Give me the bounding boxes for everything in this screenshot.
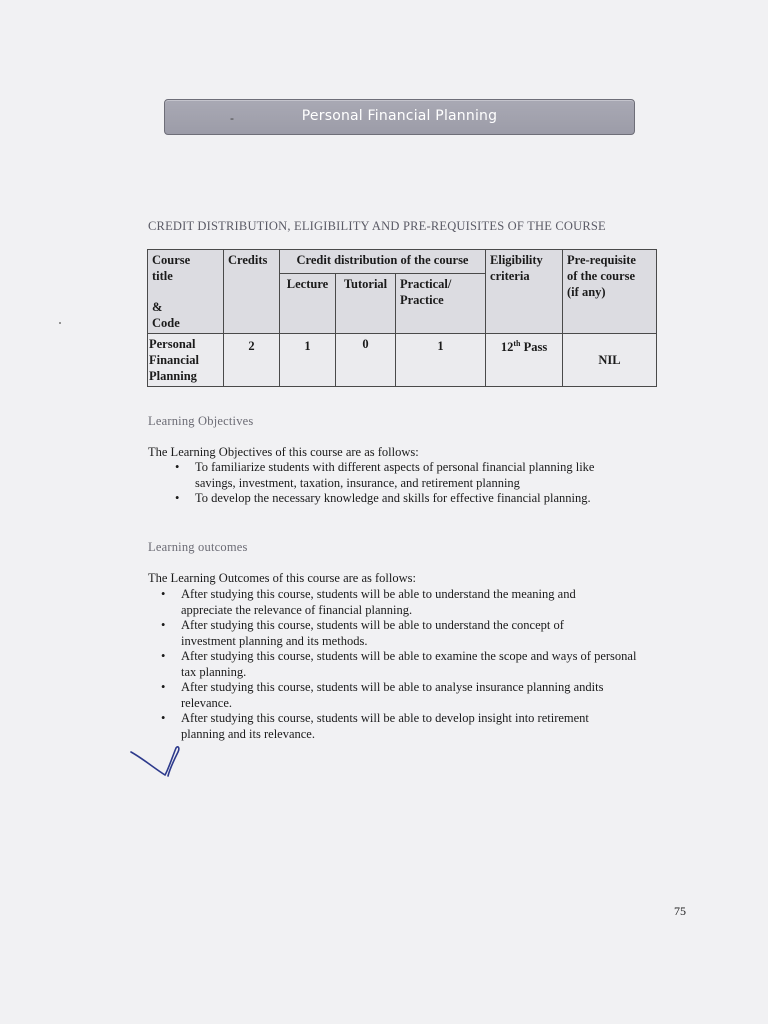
scan-speck [59,322,61,324]
learning-objectives-intro: The Learning Objectives of this course are as follows: [148,445,419,459]
credit-table [147,249,657,387]
cell-practical: 1 [396,334,486,387]
header-course-title: Course title & Code [148,250,224,334]
header-practical: Practical/ Practice [396,274,486,334]
learning-outcomes-heading: Learning outcomes [148,540,248,554]
header-credits: Credits [224,250,280,334]
list-item: • After studying this course, students will be able to develop insight into retirement planning and its relevance. [181,711,636,742]
credit-section-heading: CREDIT DISTRIBUTION, ELIGIBILITY AND PRE-REQUISITES OF THE COURSE [148,219,606,233]
cell-course-title: Personal Financial Planning [148,334,224,387]
cell-credits: 2 [224,334,280,387]
list-item: • To develop the necessary knowledge and skills for effective financial planning. [195,491,594,507]
list-item: • After studying this course, students will be able to analyse insurance planning andits relevance. [181,680,636,711]
header-prerequisite: Pre-requisite of the course (if any) [563,250,657,334]
page-number: 75 [674,904,686,918]
cell-prerequisite: NIL [563,334,657,387]
learning-objectives-list [195,460,594,507]
learning-outcomes-intro: The Learning Outcomes of this course are as follows: [148,571,416,585]
header-credit-distribution: Credit distribution of the course [280,250,486,274]
learning-objectives-heading: Learning Objectives [148,414,254,428]
cell-eligibility: 12th Pass [486,334,563,387]
list-item: • After studying this course, students will be able to understand the concept of investment planning and its methods. [181,618,636,649]
header-eligibility: Eligibility criteria [486,250,563,334]
title-banner [164,99,635,135]
table-row [148,334,657,387]
list-item: • After studying this course, students will be able to understand the meaning and appreciate the relevance of financial planning. [181,587,636,618]
header-tutorial: Tutorial [336,274,396,334]
cell-tutorial: 0 [336,334,396,387]
learning-outcomes-list [181,587,636,742]
header-lecture: Lecture [280,274,336,334]
list-item: • After studying this course, students will be able to examine the scope and ways of personal tax planning. [181,649,636,680]
banner-dash: - [230,111,234,125]
handwritten-check-icon [128,744,188,780]
list-item: • To familiarize students with different aspects of personal financial planning like savings, investment, taxation, insurance, and retirement planning [195,460,594,491]
cell-lecture: 1 [280,334,336,387]
page-title: Personal Financial Planning [301,108,498,124]
